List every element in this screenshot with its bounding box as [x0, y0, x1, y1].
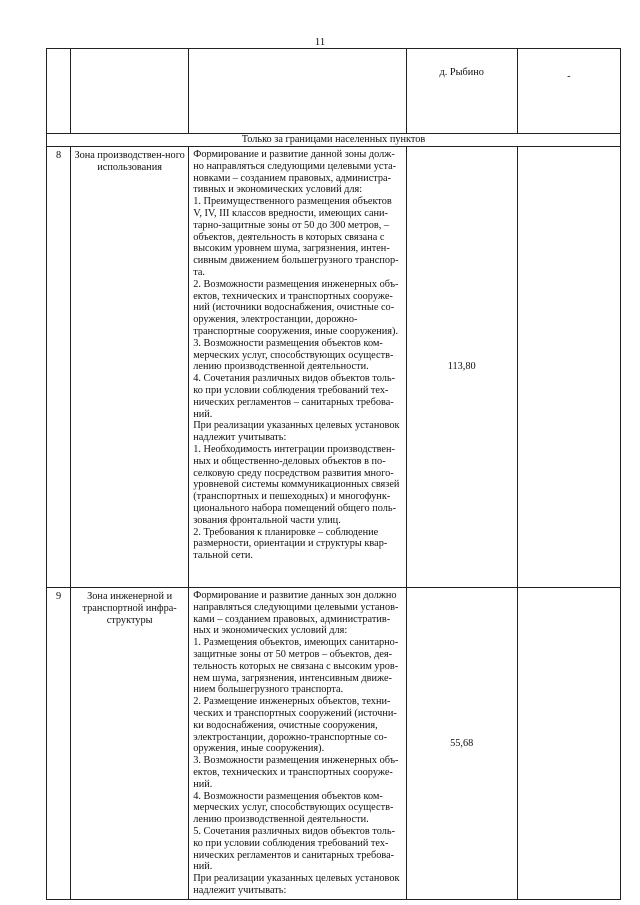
description-line: ко при условии соблюдения требований тех- [193, 384, 389, 396]
description-line: 1. Размещения объектов, имеющих санитарно- [193, 637, 399, 649]
description-line: объектов, деятельность в которых связана с [193, 231, 385, 243]
description-line: 1. Необходимость интеграции производствен- [193, 443, 395, 455]
description-line: нических регламентов – санитарных требова- [193, 396, 394, 408]
description-line: селковую среду посредством развития много- [193, 467, 394, 479]
description-line: ческих и транспортных сооружений (источни- [193, 707, 397, 719]
description-line: высоким уровнем шума, загрязнения, интен- [193, 243, 390, 255]
description-line: При реализации указанных целевых установок [193, 873, 400, 885]
zone-name: Зона производствен-ного использования [71, 147, 189, 588]
description-line: нических регламентов и санитарных требова- [193, 849, 395, 861]
description-line: 3. Возможности размещения объектов ком- [193, 337, 383, 349]
description-line: ных и общественно-деловых объектов в по- [193, 455, 386, 467]
description-line: Формирование и развитие данных зон должно [193, 590, 397, 601]
description-line: мерческих услуг, способствующих осуществ- [193, 802, 394, 814]
description-line: тарно-защитные зоны от 50 до 300 метров, – [193, 219, 390, 231]
table-row [47, 588, 621, 900]
description-line: ционального набора помещений общего поль- [193, 502, 397, 514]
description-line: 4. Возможности размещения объектов ком- [193, 790, 383, 802]
description-line: надлежит учитывать: [193, 884, 287, 896]
description-line: надлежит учитывать: [193, 432, 287, 444]
description-line: ко при условии соблюдения требований тех- [193, 837, 389, 849]
description-line: электростанции, дорожно-транспортные со- [193, 731, 388, 743]
description-line: сивным движением большегрузного транспор- [193, 255, 399, 267]
description-line: 4. Сочетания различных видов объектов толь- [193, 373, 395, 385]
description-line: тельность которых не связана с высоким уров- [193, 660, 399, 672]
table-row [47, 147, 621, 588]
description-line: 5. Сочетания различных видов объектов толь- [193, 825, 395, 837]
description-line: ний (источники водоснабжения, очистные со- [193, 302, 395, 314]
description-line: ектов, технических и транспортных сооруже- [193, 766, 393, 778]
section-row [47, 134, 621, 147]
header-value: - [517, 49, 620, 134]
description-line: ных и экономических условий для: [193, 625, 348, 637]
zone-area: 113,80 [406, 147, 517, 588]
description-line: нем шума, загрязнения, интенсивным движе- [193, 672, 392, 684]
description-line: 1. Преимущественного размещения объектов [193, 196, 392, 208]
description-line: тальной сети. [193, 550, 253, 562]
description-line: нием большегрузного транспорта. [193, 684, 344, 696]
description-line: защитные зоны от 50 метров – объектов, дея- [193, 648, 393, 660]
description-line: ний. [193, 408, 213, 420]
description-line: При реализации указанных целевых установок [193, 420, 400, 432]
empty-cell [517, 588, 620, 900]
zone-description [189, 147, 406, 588]
zone-description [189, 588, 406, 900]
description-line: 2. Возможности размещения инженерных объ- [193, 278, 399, 290]
page-number: 11 [314, 36, 326, 48]
description-line: лению производственной деятельности. [193, 814, 369, 826]
description-line: оружения, иные сооружения). [193, 743, 325, 755]
description-line: Формирование и развитие данной зоны долж- [193, 149, 395, 160]
header-cell-desc [189, 49, 406, 134]
header-row [47, 49, 621, 134]
description-line: лению производственной деятельности. [193, 361, 369, 373]
description-line: уровневой системы коммуникационных связей [193, 479, 400, 491]
description-line: (транспортных и пешеходных) и многофунк- [193, 491, 391, 503]
description-line: размерности, ориентации и структуры квар- [193, 538, 388, 550]
description-line: 3. Возможности размещения инженерных объ- [193, 755, 399, 767]
description-line: транспортные сооружения, иные сооружения). [193, 325, 399, 337]
description-line: оружения, электростанции, дорожно- [193, 314, 358, 326]
description-line: 2. Размещение инженерных объектов, техни- [193, 696, 391, 708]
description-line: ки водоснабжения, очистные сооружения, [193, 719, 378, 731]
header-cell-num [47, 49, 71, 134]
description-line: новками – созданием правовых, админиcтра- [193, 172, 392, 184]
description-line: но направляться следующими целевыми уста- [193, 160, 397, 172]
description-line: мерческих услуг, способствующих осуществ- [193, 349, 394, 361]
zone-area: 55,68 [406, 588, 517, 900]
row-number: 8 [47, 147, 71, 588]
header-cell-zone [71, 49, 189, 134]
description-line: тивных и экономических условий для: [193, 184, 363, 196]
description-line: та. [193, 266, 206, 278]
zone-name: Зона инженерной и транспортной инфра-структуры [71, 588, 189, 900]
description-line: V, IV, III классов вредности, имеющих сани- [193, 207, 388, 219]
description-line: ками – созданием правовых, административ- [193, 613, 391, 625]
description-line: ний. [193, 778, 213, 790]
zones-table [46, 48, 621, 900]
description-line: ектов, технических и транспортных сооруже- [193, 290, 393, 302]
section-title: Только за границами населенных пунктов [47, 134, 621, 147]
place-name: д. Рыбино [406, 49, 517, 134]
description-line: ний. [193, 861, 213, 873]
row-number: 9 [47, 588, 71, 900]
description-line: 2. Требования к планировке – соблюдение [193, 526, 379, 538]
description-line: зования фронтальной части улиц. [193, 514, 341, 526]
empty-cell [517, 147, 620, 588]
description-line: направляться следующими целевыми установ- [193, 601, 399, 613]
